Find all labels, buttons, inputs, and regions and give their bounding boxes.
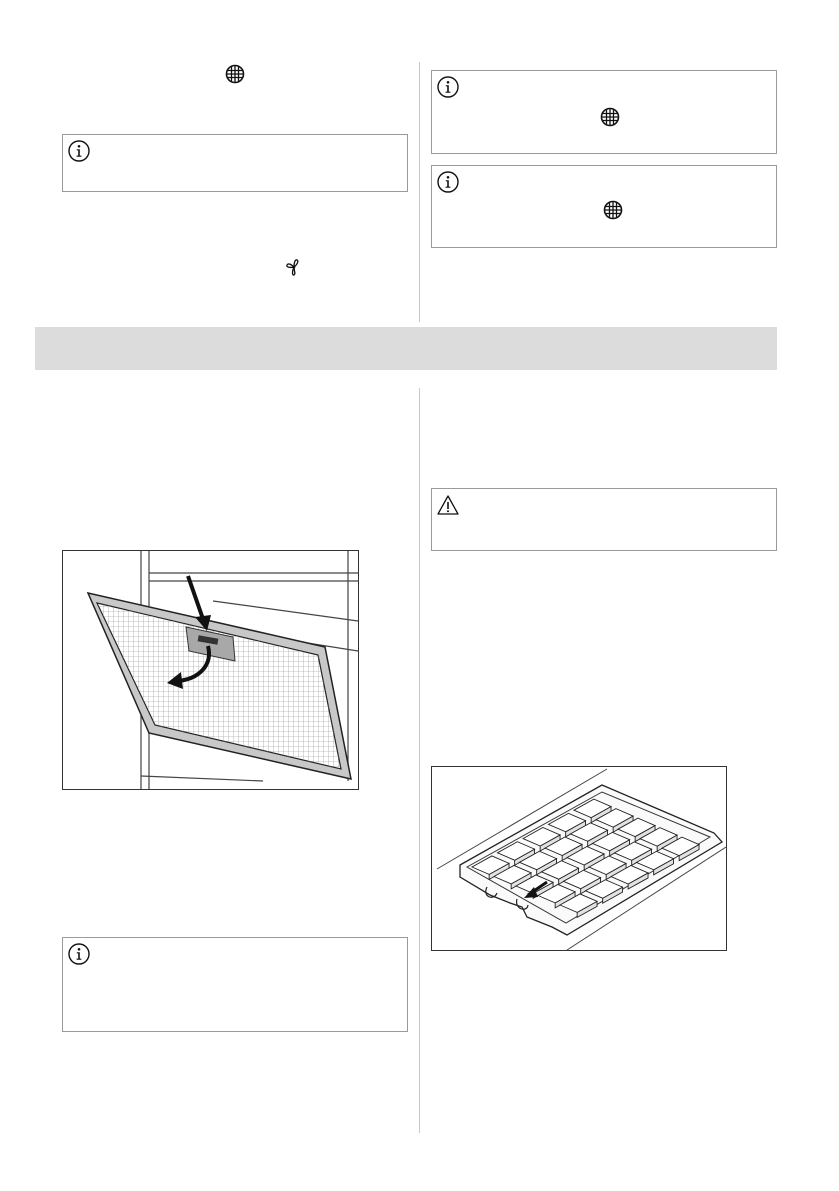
grid-filter-icon	[225, 64, 245, 84]
info-icon	[437, 171, 459, 193]
section-heading-band	[35, 327, 777, 370]
info-note-top-right-1	[431, 70, 777, 154]
warning-note	[431, 488, 777, 551]
column-divider-bottom	[419, 388, 420, 1133]
warning-triangle-icon	[437, 494, 459, 516]
info-icon	[68, 943, 90, 965]
fan-icon	[284, 257, 304, 277]
grid-filter-icon	[600, 107, 620, 127]
info-note-top-left	[62, 134, 408, 192]
column-divider-top	[419, 62, 420, 322]
info-note-top-right-2	[431, 165, 777, 248]
grid-filter-icon	[603, 200, 623, 220]
charcoal-filter-illustration	[431, 766, 727, 951]
info-icon	[68, 140, 90, 162]
info-note-bottom-left	[62, 937, 408, 1032]
info-icon	[437, 76, 459, 98]
grease-filter-removal-illustration	[62, 550, 359, 790]
